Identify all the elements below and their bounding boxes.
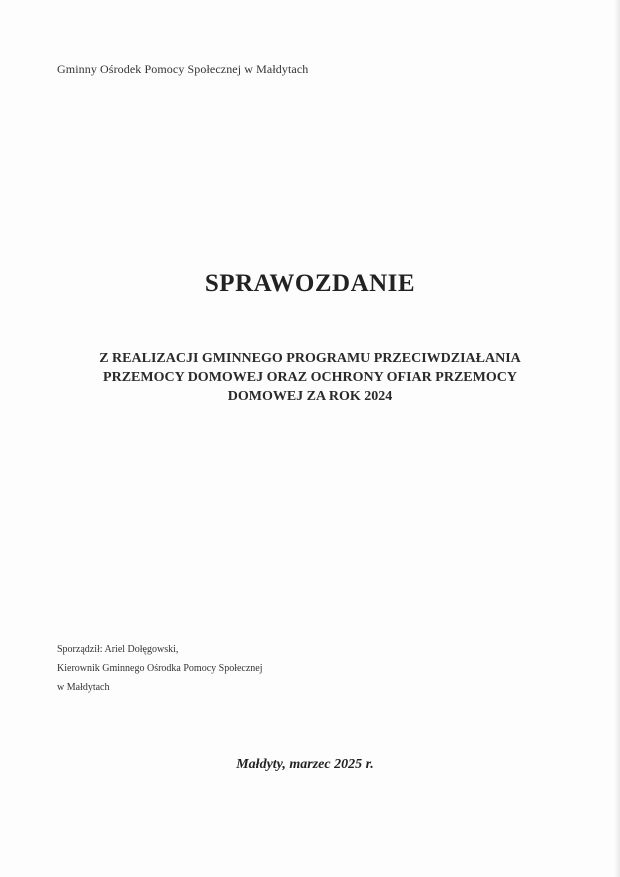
author-line: w Małdytach <box>57 682 110 693</box>
subtitle-line: DOMOWEJ ZA ROK 2024 <box>227 389 393 404</box>
subtitle-line: Z REALIZACJI GMINNEGO PROGRAMU PRZECIWDZIAŁANIA <box>99 351 521 366</box>
page-edge-shadow <box>614 0 620 877</box>
place-and-date: Małdyty, marzec 2025 r. <box>236 757 374 772</box>
issuing-organization: Gminny Ośrodek Pomocy Społecznej w Małdytach <box>57 62 309 76</box>
author-line: Sporządził: Ariel Dołęgowski, <box>57 644 179 655</box>
author-line: Kierownik Gminnego Ośrodka Pomocy Społecznej <box>57 663 263 674</box>
subtitle-line: PRZEMOCY DOMOWEJ ORAZ OCHRONY OFIAR PRZEMOCY <box>103 370 517 385</box>
document-subtitle <box>60 349 560 406</box>
document-title: SPRAWOZDANIE <box>204 270 416 297</box>
author-block <box>57 640 263 697</box>
